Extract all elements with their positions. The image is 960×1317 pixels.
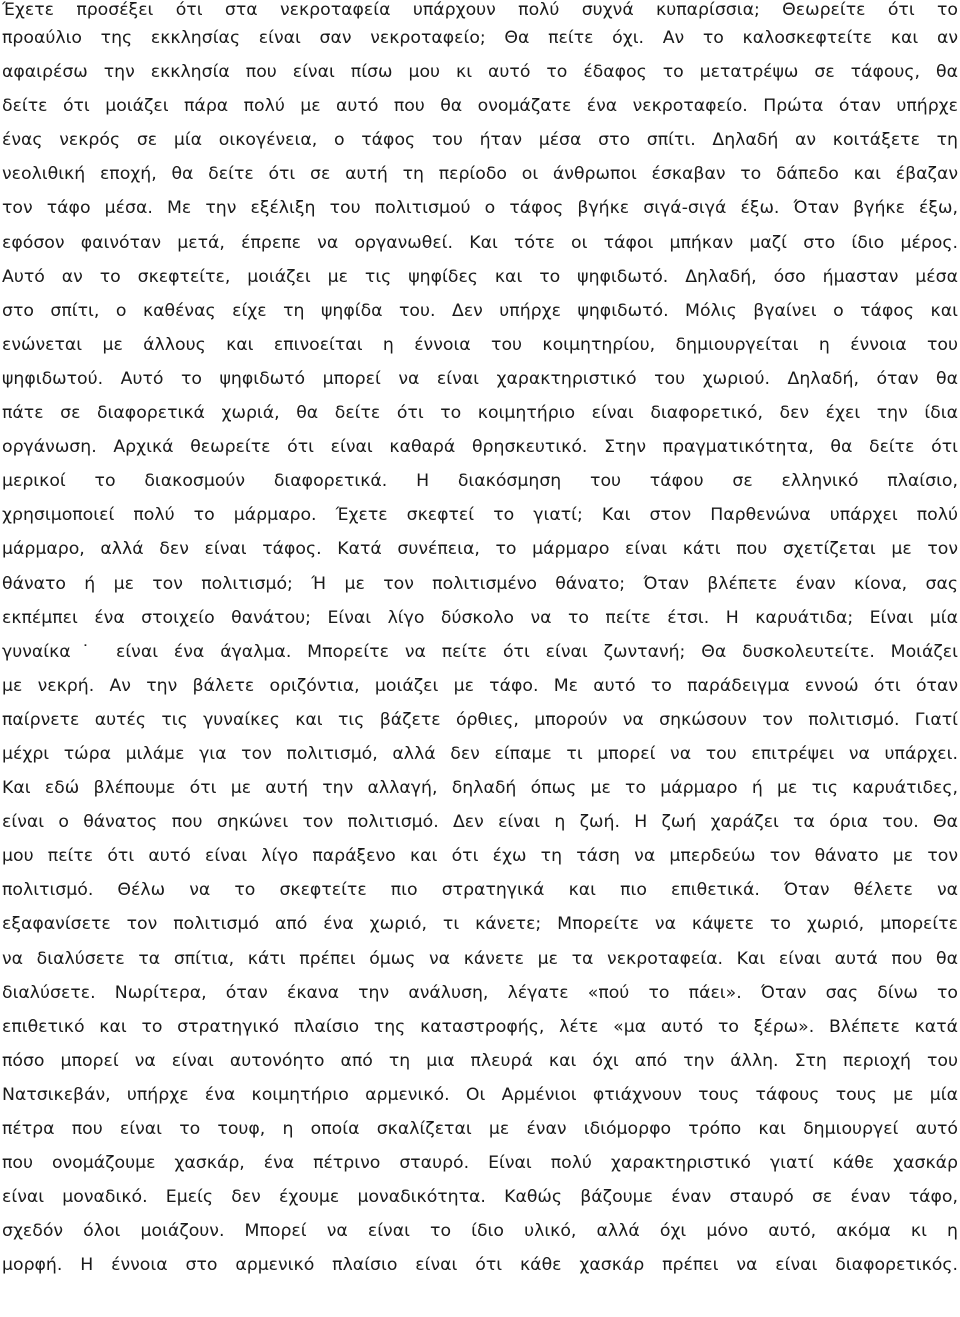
text-line: με νεκρή. Αν την βάλετε οριζόντια, μοιάζει με τάφο. Με αυτό το παράδειγμα εννοώ ότι όταν — [2, 675, 958, 696]
text-line: δείτε ότι μοιάζει πάρα πολύ με αυτό που θα ονομάζατε ένα νεκροταφείο. Πρώτα όταν υπήρχε — [2, 96, 958, 117]
text-line: τον τάφο μέσα. Με την εξέλιξη του πολιτισμού ο τάφος βγήκε σιγά-σιγά έξω. Όταν βγήκε έξω, — [2, 198, 958, 219]
text-line: μου πείτε ότι αυτό είναι λίγο παράξενο και ότι έχω τη τάση να μπερδεύω τον θάνατο με τον — [2, 846, 958, 867]
text-line: είναι μοναδικό. Εμείς δεν έχουμε μοναδικότητα. Καθώς βάζουμε έναν σταυρό σε έναν τάφο, — [2, 1187, 958, 1208]
text-line: γυναίκα˙ είναι ένα άγαλμα. Μπορείτε να πείτε ότι είναι ζωντανή; Θα δυσκολευτείτε. Μοιάζει — [2, 641, 958, 662]
text-line: εκπέμπει ένα στοιχείο θανάτου; Είναι λίγο δύσκολο να το πείτε έτσι. Η καρυάτιδα; Είναι μία — [2, 607, 958, 628]
text-line — [2, 1282, 958, 1316]
text-line: χρησιμοποιεί πολύ το μάρμαρο. Έχετε σκεφτεί το γιατί; Και στον Παρθενώνα υπάρχει πολύ — [2, 505, 958, 526]
text-line: εξαφανίσετε τον πολιτισμό από ένα χωριό, τι κάνετε; Μπορείτε να κάψετε το χωριό, μπορείτε — [2, 914, 958, 935]
text-line: μορφή. Η έννοια στο αρμενικό πλαίσιο είναι ότι κάθε χασκάρ πρέπει να είναι διαφορετικός. — [2, 1255, 958, 1276]
text-line: ένας νεκρός σε μία οικογένεια, ο τάφος του ήταν μέσα στο σπίτι. Δηλαδή αν κοιτάξετε τη — [2, 130, 958, 151]
text-line: παίρνετε αυτές τις γυναίκες και τις βάζετε όρθιες, μπορούν να σηκώσουν τον πολιτισμό. Γιατί — [2, 709, 958, 730]
text-line: να διαλύσετε τα σπίτια, κάτι πρέπει όμως να κάνετε με τα νεκροταφεία. Και είναι αυτά που θα — [2, 948, 958, 969]
text-line: οργάνωση. Αρχικά θεωρείτε ότι είναι καθαρά θρησκευτικό. Στην πραγματικότητα, θα δείτε ότι — [2, 437, 958, 458]
text-line: στο σπίτι, ο καθένας είχε τη ψηφίδα του. Δεν υπήρχε ψηφιδωτό. Μόλις βγαίνει ο τάφος και — [2, 300, 958, 321]
text-line: πολιτισμό. Θέλω να το σκεφτείτε πιο στρατηγικά και πιο επιθετικά. Όταν θέλετε να — [2, 880, 958, 901]
text-line: ενώνεται με άλλους και επινοείται η έννοια του κοιμητηρίου, δημιουργείται η έννοια του — [2, 334, 958, 355]
text-line: διαλύσετε. Νωρίτερα, όταν έκανα την ανάλυση, λέγατε «πού το πάει». Όταν σας δίνω το — [2, 982, 958, 1003]
text-line: Αυτό αν το σκεφτείτε, μοιάζει με τις ψηφίδες και το ψηφιδωτό. Δηλαδή, όσο ήμασταν μέσα — [2, 266, 958, 287]
text-line: αφαιρέσω την εκκλησία που είναι πίσω μου κι αυτό το έδαφος το μετατρέψω σε τάφους, θα — [2, 62, 958, 83]
text-line: σχεδόν όλοι μοιάζουν. Μπορεί να είναι το ίδιο υλικό, αλλά όχι μόνο αυτό, ακόμα κι η — [2, 1221, 958, 1242]
text-line: Έχετε προσέξει ότι στα νεκροταφεία υπάρχουν πολύ συχνά κυπαρίσσια; Θεωρείτε ότι το — [2, 0, 958, 20]
text-line: πέτρα που είναι το τουφ, η οποία σκαλίζεται με έναν ιδιόμορφο τρόπο και δημιουργεί αυτό — [2, 1119, 958, 1139]
text-line: νεολιθική εποχή, θα δείτε ότι σε αυτή τη περίοδο οι άνθρωποι έσκαβαν το δάπεδο και έβαζαν — [2, 164, 958, 185]
text-line: εφόσον φαινόταν μετά, έπρεπε να οργανωθεί. Και τότε οι τάφοι μπήκαν μαζί στο ίδιο μέρος. — [2, 232, 958, 253]
text-line: μέχρι τώρα μιλάμε για τον πολιτισμό, αλλά δεν είπαμε τι μπορεί να του επιτρέψει να υπάρχει. — [2, 743, 958, 764]
text-line: ψηφιδωτού. Αυτό το ψηφιδωτό μπορεί να είναι χαρακτηριστικό του χωριού. Δηλαδή, όταν θα — [2, 368, 958, 389]
text-line: πάτε σε διαφορετικά χωριά, θα δείτε ότι το κοιμητήριο είναι διαφορετικό, δεν έχει την ίδια — [2, 403, 958, 424]
text-line: Και εδώ βλέπουμε ότι με αυτή την αλλαγή, δηλαδή όπως με το μάρμαρο ή με τις καρυάτιδες, — [2, 778, 958, 799]
body-text — [2, 0, 958, 1317]
text-line: επιθετικό και το στρατηγικό πλαίσιο της καταστροφής, λέτε «μα αυτό το ξέρω». Βλέπετε κατά — [2, 1016, 958, 1037]
text-line: μάρμαρο, αλλά δεν είναι τάφος. Κατά συνέπεια, το μάρμαρο είναι κάτι που σχετίζεται με τον — [2, 539, 958, 560]
text-line: είναι ο θάνατος που σηκώνει τον πολιτισμό. Δεν είναι η ζωή. Η ζωή χαράζει τα όρια του. Θα — [2, 812, 958, 833]
text-line: πόσο μπορεί να είναι αυτονόητο από τη μια πλευρά και όχι από την άλλη. Στη περιοχή του — [2, 1050, 958, 1071]
text-line: θάνατο ή με τον πολιτισμό; Ή με τον πολιτισμένο θάνατο; Όταν βλέπετε έναν κίονα, σας — [2, 573, 958, 594]
text-line: προαύλιο της εκκλησίας είναι σαν νεκροταφείο; Θα πείτε όχι. Αν το καλοσκεφτείτε και αν — [2, 28, 958, 48]
text-line: Νατσικεβάν, υπήρχε ένα κοιμητήριο αρμενικό. Οι Αρμένιοι φτιάχνουν τους τάφους τους με μία — [2, 1084, 958, 1105]
text-line: μερικοί το διακοσμούν διαφορετικά. Η διακόσμηση του τάφου σε ελληνικό πλαίσιο, — [2, 471, 958, 492]
text-line: που ονομάζουμε χασκάρ, ένα πέτρινο σταυρό. Είναι πολύ χαρακτηριστικό γιατί κάθε χασκάρ — [2, 1153, 958, 1174]
